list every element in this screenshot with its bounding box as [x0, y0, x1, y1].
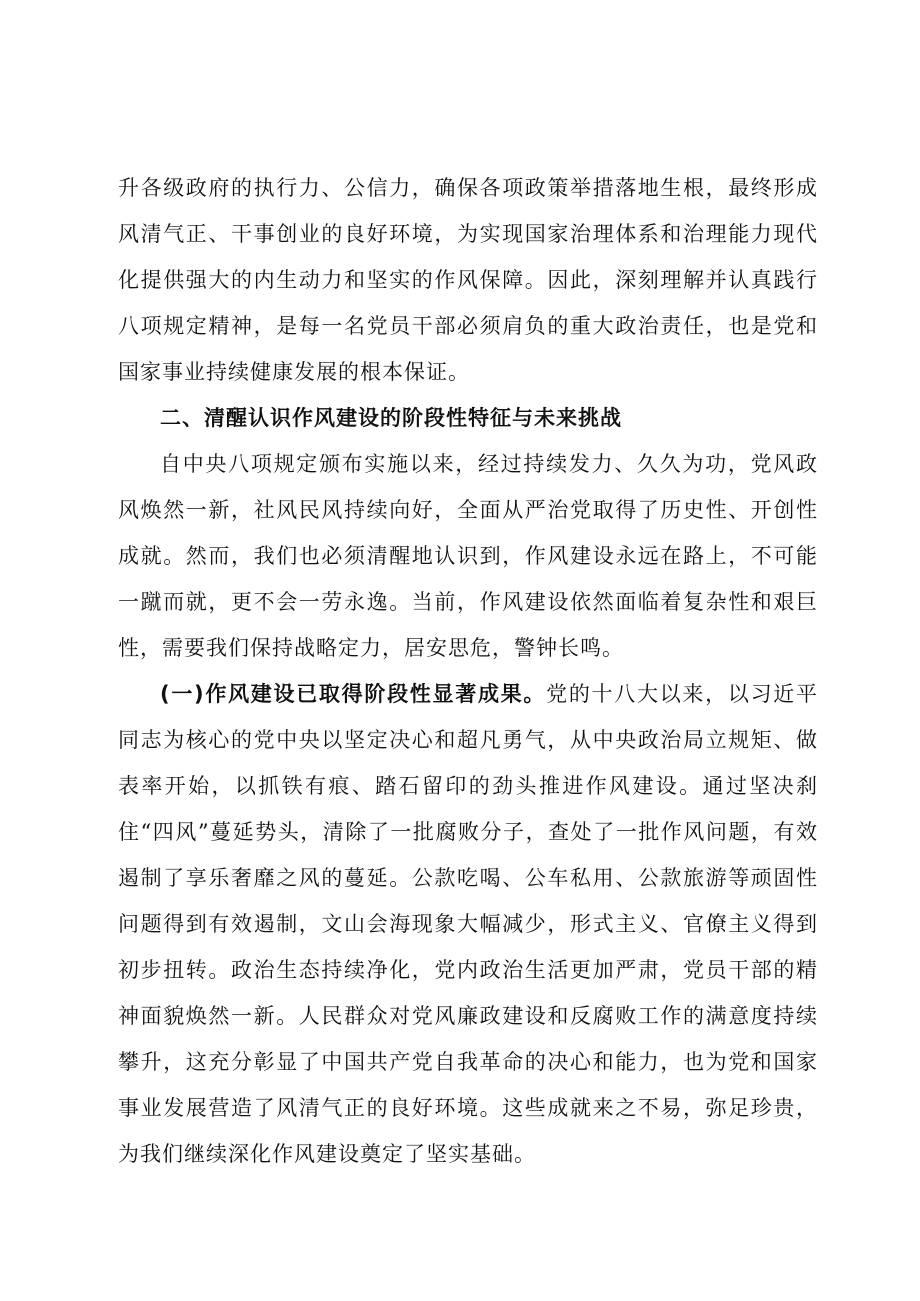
- subsection-heading: (一)作风建设已取得阶段性显著成果。: [160, 682, 547, 706]
- section-intro-paragraph: 自中央八项规定颁布实施以来，经过持续发力、久久为功，党风政风焕然一新，社风民风持续向好，全面从严治党取得了历史性、开创性成就。然而，我们也必须清醒地认识到，作风建设永远在路上，不可能一蹴而就，更不会一劳永逸。当前，作风建设依然面临着复杂性和艰巨性，需要我们保持战略定力，居安思危，警钟长鸣。: [118, 452, 818, 660]
- document-body: [118, 165, 818, 1177]
- subsection-paragraph: [118, 671, 818, 1177]
- section-heading: 二、清醒认识作风建设的阶段性特征与未来挑战: [160, 406, 622, 430]
- subsection-body: 党的十八大以来，以习近平同志为核心的党中央以坚定决心和超凡勇气，从中央政治局立规矩、做表率开始，以抓铁有痕、踏石留印的劲头推进作风建设。通过坚决刹住“四风”蔓延势头，清除了一批腐败分子，查处了一批作风问题，有效遏制了享乐奢靡之风的蔓延。公款吃喝、公车私用、公款旅游等顽固性问题得到有效遏制，文山会海现象大幅减少，形式主义、官僚主义得到初步扭转。政治生态持续净化，党内政治生活更加严肃，党员干部的精神面貌焕然一新。人民群众对党风廉政建设和反腐败工作的满意度持续攀升，这充分彰显了中国共产党自我革命的决心和能力，也为党和国家事业发展营造了风清气正的良好环境。这些成就来之不易，弥足珍贵，为我们继续深化作风建设奠定了坚实基础。: [118, 682, 818, 1166]
- paragraph-continuation: 升各级政府的执行力、公信力，确保各项政策举措落地生根，最终形成风清气正、干事创业的良好环境，为实现国家治理体系和治理能力现代化提供强大的内生动力和坚实的作风保障。因此，深刻理解并认真践行八项规定精神，是每一名党员干部必须肩负的重大政治责任，也是党和国家事业持续健康发展的根本保证。: [118, 176, 818, 384]
